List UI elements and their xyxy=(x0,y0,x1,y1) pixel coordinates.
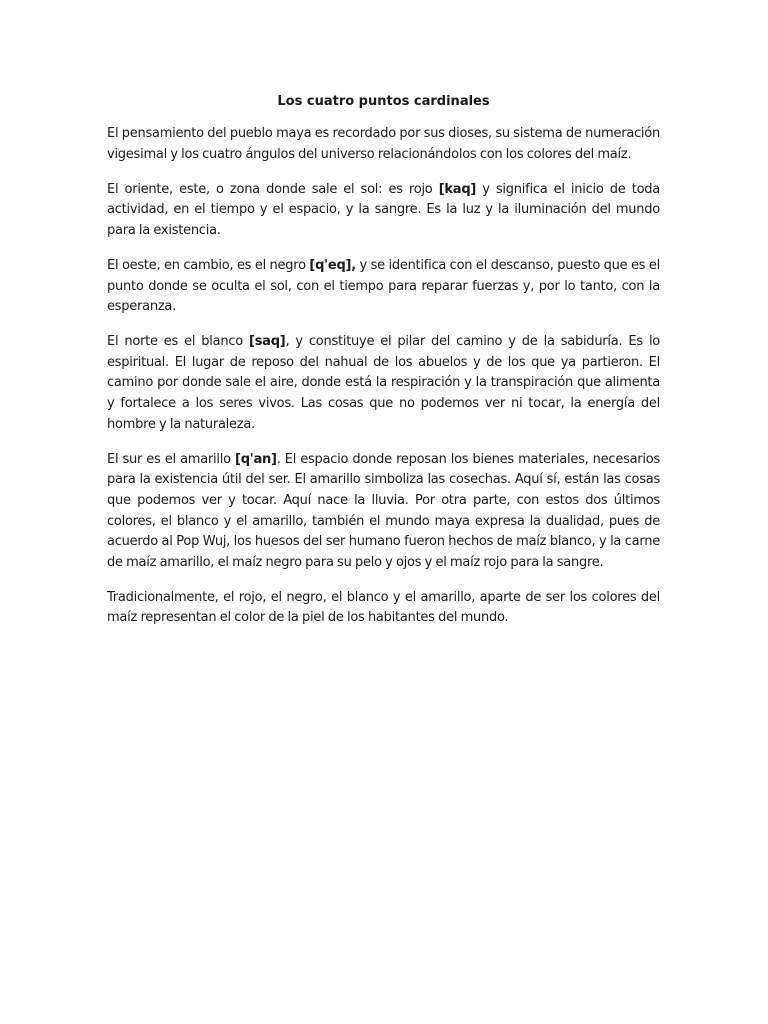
paragraph-text: y significa el inicio de toda actividad, en el tiempo y el espacio, y la sangre. Es la luz y la iluminación del mundo para la existencia. xyxy=(107,181,660,238)
bold-term: [saq] xyxy=(249,334,286,350)
paragraph xyxy=(107,450,660,574)
paragraph xyxy=(107,332,660,435)
bold-term: [q'eq], xyxy=(309,257,356,273)
document-title: Los cuatro puntos cardinales xyxy=(277,94,490,109)
paragraph-text: El norte es el blanco xyxy=(107,334,249,350)
paragraph-text: , y constituye el pilar del camino y de la sabiduría. Es lo espiritual. El lugar de reposo del nahual de los abuelos y de los que ya partieron. El camino por donde sale el aire, donde está la respiración y la transpiración que alimenta y fortalece a los seres vivos. Las cosas que no podemos ver ni tocar, la energía del hombre y la naturaleza. xyxy=(107,334,661,432)
bold-term: [kaq] xyxy=(438,181,477,197)
paragraph xyxy=(107,180,660,242)
document-body xyxy=(107,92,660,643)
paragraph-text: El sur es el amarillo xyxy=(107,451,235,467)
paragraph-text: El oriente, este, o zona donde sale el sol: es rojo xyxy=(107,181,439,197)
paragraph xyxy=(107,124,660,165)
paragraph-text: Tradicionalmente, el rojo, el negro, el blanco y el amarillo, aparte de ser los colores del maíz representan el color de la piel de los habitantes del mundo. xyxy=(107,589,660,626)
paragraph-text: El pensamiento del pueblo maya es recordado por sus dioses, su sistema de numeración vigesimal y los cuatro ángulos del universo relacionándolos con los colores del maíz. xyxy=(107,126,660,162)
paragraph xyxy=(107,256,660,318)
paragraph-text: . El espacio donde reposan los bienes materiales, necesarios para la existencia útil del ser. El amarillo simboliza las cosechas. Aquí sí, están las cosas que podemos ver y tocar. Aquí nace la lluvia. Por otra parte, con estos dos últimos colores, el blanco y el amarillo, también el mundo maya expresa la dualidad, pues de acuerdo al Pop Wuj, los huesos del ser humano fueron hechos de maíz blanco, y la carne de maíz amarillo, el maíz negro para su pelo y ojos y el maíz rojo para la sangre. xyxy=(107,451,660,570)
paragraph-text: El oeste, en cambio, es el negro xyxy=(107,257,310,273)
paragraph-text: y se identifica con el descanso, puesto que es el punto donde se oculta el sol, con el tiempo para reparar fuerzas y, por lo tanto, con la esperanza. xyxy=(107,257,660,315)
bold-term: [q'an] xyxy=(235,451,277,467)
paragraph xyxy=(107,588,660,629)
paragraph-list xyxy=(107,124,660,629)
